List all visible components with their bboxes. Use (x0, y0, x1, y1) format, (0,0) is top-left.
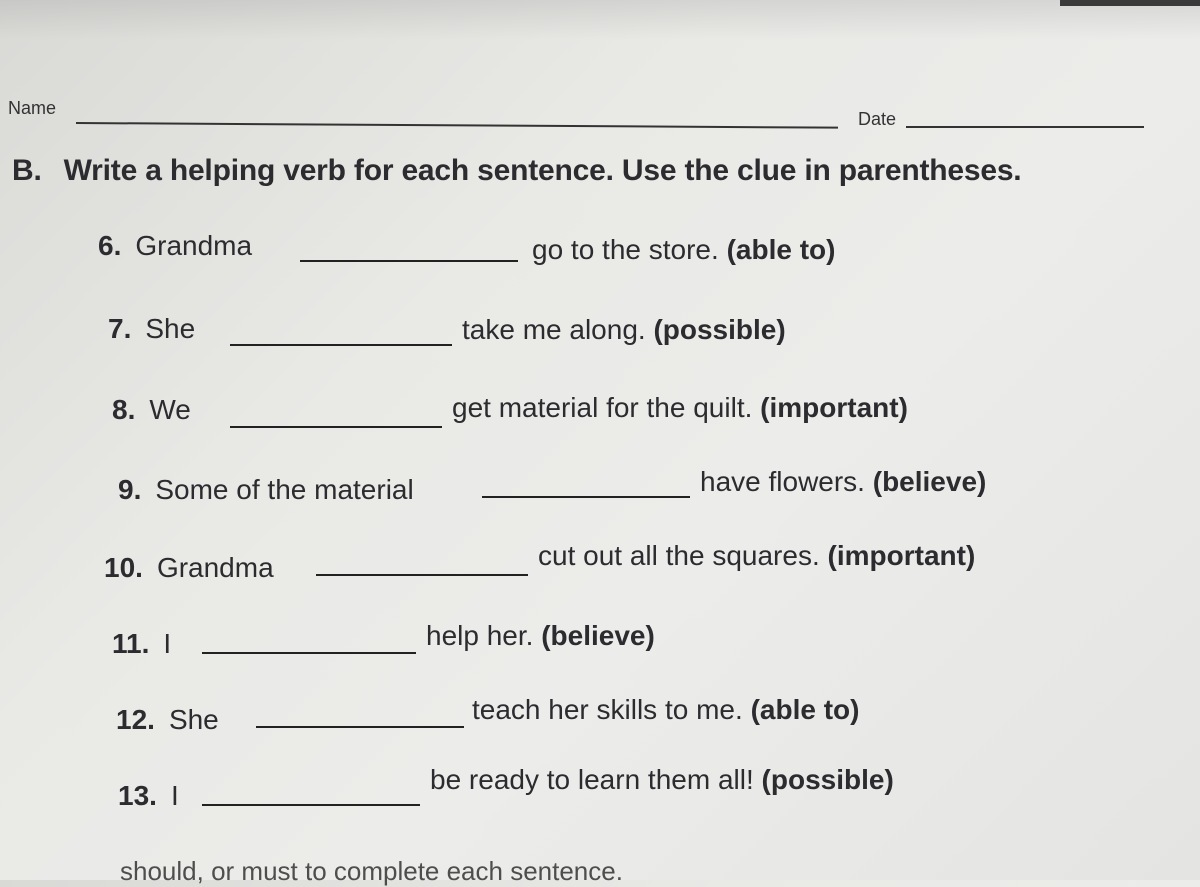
item-number: 13. (118, 780, 157, 811)
exercise-item-9 (118, 474, 414, 506)
exercise-item-7 (108, 313, 195, 345)
item-rest: get material for the quilt. (452, 392, 753, 423)
item-clue: (believe) (872, 466, 987, 497)
section-instruction (12, 154, 1021, 188)
page-edge (1060, 0, 1200, 6)
item-subject: Grandma (135, 230, 253, 261)
item-rest: cut out all the squares. (538, 540, 820, 571)
exercise-item-11-rest (426, 620, 655, 652)
exercise-item-7-rest (462, 314, 786, 346)
exercise-item-8 (112, 394, 191, 426)
exercise-item-10 (104, 552, 274, 584)
exercise-item-12-rest (472, 694, 859, 726)
item-rest: go to the store. (532, 234, 719, 265)
date-label: Date (858, 109, 897, 129)
item-number: 9. (118, 474, 142, 505)
item-clue: (possible) (653, 314, 786, 345)
exercise-item-10-rest (538, 540, 975, 572)
answer-blank-13[interactable] (202, 804, 420, 806)
name-label: Name (8, 98, 57, 118)
item-rest: help her. (426, 620, 534, 651)
answer-blank-12[interactable] (256, 726, 464, 728)
item-subject: She (168, 704, 219, 735)
exercise-item-6-rest (532, 234, 835, 266)
answer-blank-6[interactable] (300, 260, 518, 262)
item-clue: (important) (827, 540, 976, 571)
item-subject: She (145, 313, 196, 344)
item-rest: teach her skills to me. (472, 694, 743, 725)
name-write-line (76, 122, 838, 129)
item-number: 6. (98, 230, 122, 261)
exercise-item-11 (112, 628, 171, 660)
exercise-item-9-rest (700, 466, 986, 498)
item-number: 10. (104, 552, 143, 583)
item-clue: (important) (760, 392, 908, 423)
answer-blank-11[interactable] (202, 652, 416, 654)
item-subject: Some of the material (155, 474, 414, 505)
exercise-item-13 (118, 780, 179, 812)
exercise-item-8-rest (452, 392, 908, 424)
item-subject: Grandma (156, 552, 274, 583)
answer-blank-7[interactable] (230, 344, 452, 346)
item-clue: (able to) (726, 234, 836, 265)
item-clue: (able to) (750, 694, 860, 725)
item-number: 8. (112, 394, 136, 425)
answer-blank-8[interactable] (230, 426, 442, 428)
exercise-item-12 (116, 704, 219, 736)
item-subject: I (170, 780, 179, 811)
date-write-line (906, 126, 1144, 128)
item-number: 12. (116, 704, 155, 735)
answer-blank-10[interactable] (316, 574, 528, 576)
item-clue: (possible) (761, 764, 894, 795)
section-letter: B. (12, 154, 42, 187)
item-number: 7. (108, 313, 132, 344)
item-number: 11. (112, 628, 150, 659)
answer-blank-9[interactable] (482, 496, 690, 498)
item-subject: We (149, 394, 191, 425)
item-rest: be ready to learn them all! (430, 764, 754, 795)
item-rest: have flowers. (700, 466, 865, 497)
item-clue: (believe) (541, 620, 655, 651)
item-subject: I (163, 628, 172, 659)
exercise-item-13-rest (430, 764, 894, 796)
next-section-cutoff-text: should, or must to complete each sentence. (120, 856, 623, 886)
instruction-text: Write a helping verb for each sentence. Use the clue in parentheses. (63, 154, 1022, 187)
page-shadow (0, 0, 1200, 40)
item-rest: take me along. (462, 314, 646, 345)
exercise-item-6 (98, 230, 252, 262)
